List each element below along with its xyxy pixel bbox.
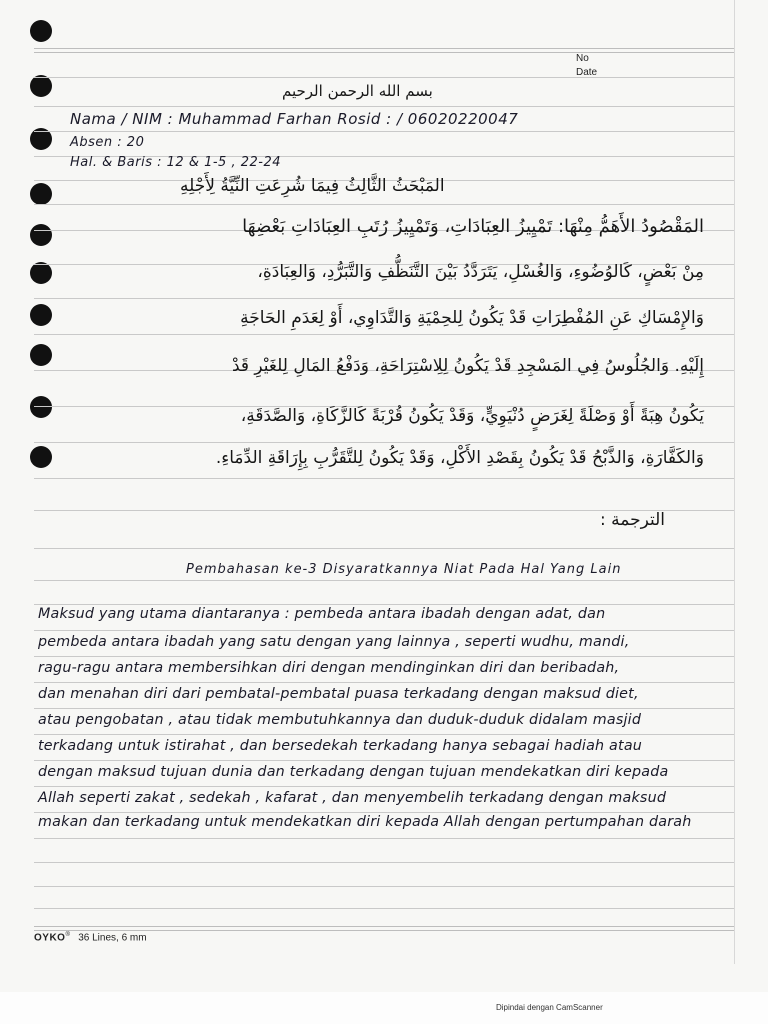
notebook-brand: OYKO® 36 Lines, 6 mm bbox=[34, 932, 147, 944]
translation-line-6: terkadang untuk istirahat , dan bersedekah terkadang hanya sebagai hadiah atau bbox=[38, 738, 643, 754]
translation-line-9: makan dan terkadang untuk mendekatkan diri kepada Allah dengan pertumpahan darah bbox=[38, 814, 692, 830]
arabic-line-1: المَقْصُودُ الأَهَمُّ مِنْهَا: تَمْيِيزُ العِبَادَاتِ، وَتَمْيِيزُ رُتَبِ العِبَادَاتِ بَعْضِهَا bbox=[242, 216, 704, 237]
translation-line-3: ragu-ragu antara membersihkan diri dengan mendinginkan diri dan beribadah, bbox=[38, 660, 620, 676]
arabic-line-6: وَالكَفَّارَةِ، وَالذَّبْحُ قَدْ يَكُونُ بِقَصْدِ الأَكْلِ، وَقَدْ يَكُونُ لِلتَّقَرُّبِ بِإِرَاقَةِ الدِّمَاءِ. bbox=[215, 448, 704, 468]
arabic-line-4: إِلَيْهِ. وَالجُلُوسُ فِي المَسْجِدِ قَدْ يَكُونُ لِلِاسْتِرَاحَةِ، وَدَفْعُ المَالِ لِلغَيْرِ قَدْ bbox=[231, 356, 704, 376]
arabic-line-2: مِنْ بَعْضٍ، كَالوُضُوءِ، وَالغُسْلِ، يَتَرَدَّدُ بَيْنَ التَّنَظُّفِ وَالتَّبَرُّدِ، وَالعِبَادَةِ، bbox=[257, 262, 704, 282]
no-date-box bbox=[576, 52, 597, 80]
arabic-line-3: وَالإِمْسَاكِ عَنِ المُفْطِرَاتِ قَدْ يَكُونُ لِلحِمْيَةِ وَالتَّدَاوِي، أَوْ لِعَدَمِ الحَاجَةِ bbox=[240, 308, 704, 328]
brand-logo: OYKO bbox=[34, 932, 66, 944]
translation-line-7: dengan maksud tujuan dunia dan terkadang dengan tujuan mendekatkan diri kepada bbox=[38, 764, 669, 780]
arabic-line-5: يَكُونُ هِبَةً أَوْ وَصْلَةً لِغَرَضٍ دُنْيَوِيٍّ، وَقَدْ يَكُونُ قُرْبَةً كَالزَّكَاةِ، وَالصَّدَقَةِ، bbox=[240, 406, 704, 426]
translation-line-1: Maksud yang utama diantaranya : pembeda antara ibadah dengan adat, dan bbox=[38, 606, 606, 622]
right-margin-line bbox=[734, 0, 735, 964]
translation-line-5: atau pengobatan , atau tidak membutuhkannya dan duduk-duduk didalam masjid bbox=[38, 712, 642, 728]
ruled-lines bbox=[34, 0, 734, 1000]
lines-info: 36 Lines, 6 mm bbox=[78, 932, 147, 944]
arabic-heading: المَبْحَثُ الثَّالِثُ فِيمَا شُرِعَتِ النِّيَّةُ لِأَجْلِهِ bbox=[180, 176, 445, 196]
date-label: Date bbox=[576, 67, 598, 78]
page-bottom-edge bbox=[0, 992, 768, 1024]
hal-baris-line: Hal. & Baris : 12 & 1-5 , 22-24 bbox=[70, 155, 281, 170]
scanner-watermark: Dipindai dengan CamScanner bbox=[496, 1003, 603, 1012]
translation-line-8: Allah seperti zakat , sedekah , kafarat , dan menyembelih terkadang dengan maksud bbox=[38, 790, 667, 806]
translation-line-2: pembeda antara ibadah yang satu dengan yang lainnya , seperti wudhu, mandi, bbox=[38, 634, 630, 650]
name-nim-line: Nama / NIM : Muhammad Farhan Rosid : / 06020220047 bbox=[70, 110, 519, 128]
bismillah: بسم الله الرحمن الرحيم bbox=[282, 82, 433, 100]
no-label: No bbox=[576, 53, 589, 64]
translation-title: Pembahasan ke-3 Disyaratkannya Niat Pada Hal Yang Lain bbox=[186, 562, 622, 577]
translation-line-4: dan menahan diri dari pembatal-pembatal puasa terkadang dengan maksud diet, bbox=[38, 686, 639, 702]
tarjamah-label: الترجمة : bbox=[600, 510, 665, 530]
absen-line: Absen : 20 bbox=[70, 135, 145, 150]
